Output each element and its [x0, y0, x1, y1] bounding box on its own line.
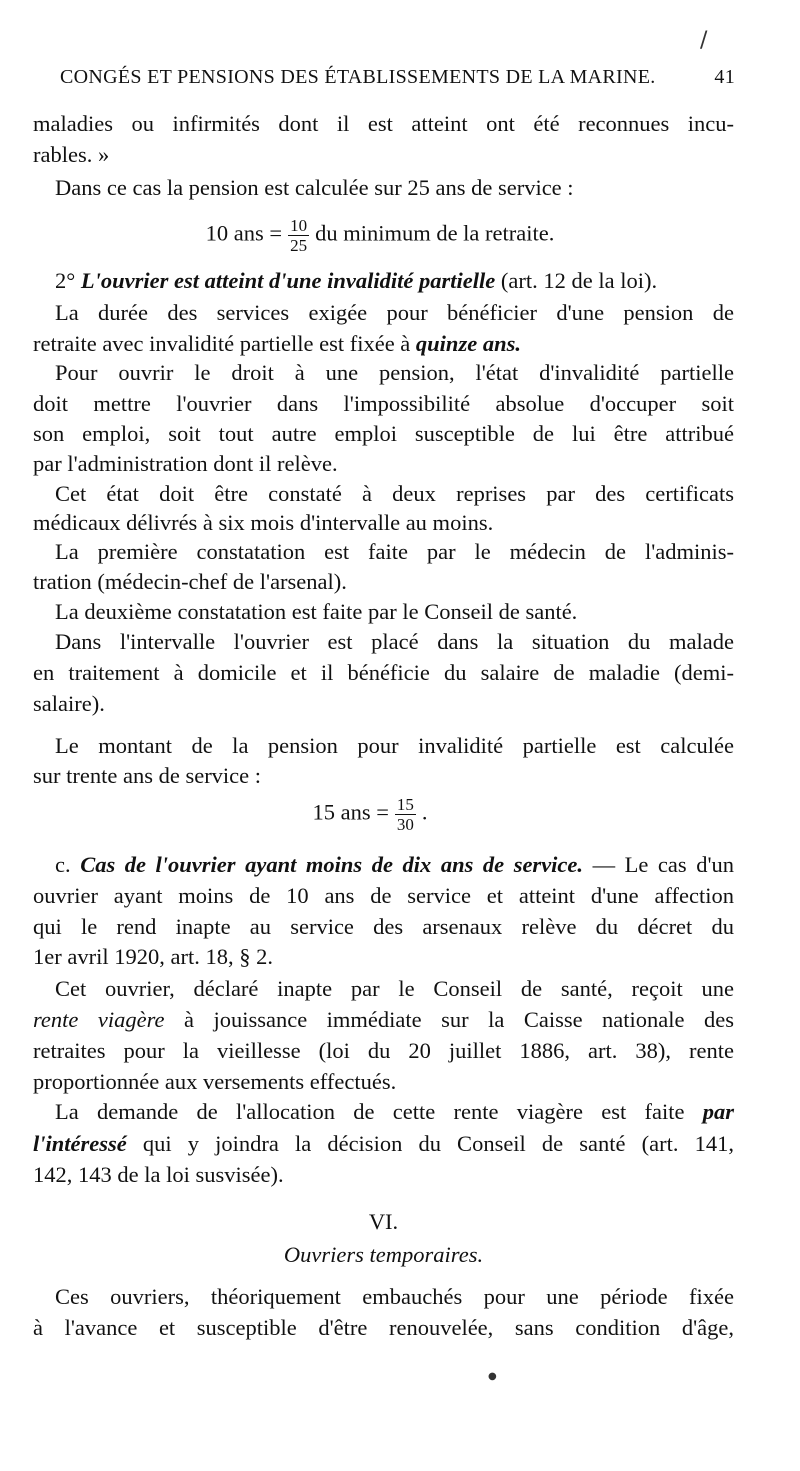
- text-fragment: La demande de l'allocation de cette rente viagère est faite: [55, 1099, 685, 1124]
- fraction: [288, 217, 309, 254]
- formula-left: 10 ans =: [205, 220, 283, 246]
- text-line: sur trente ans de service :: [33, 763, 262, 788]
- text-line: Pour ouvrir le droit à une pension, l'état d'invalidité partielle: [55, 360, 734, 385]
- text-line: Dans ce cas la pension est calculée sur 25 ans de service :: [55, 175, 574, 200]
- text-line: rables. »: [33, 142, 110, 167]
- formula-right: du minimum de la retraite.: [315, 220, 555, 246]
- text-fragment: retraite avec invalidité partielle est fixée à: [33, 331, 411, 356]
- text-line: La première constatation est faite par le médecin de l'adminis-: [55, 539, 734, 564]
- text-line: maladies ou infirmités dont il est atteint ont été reconnues incu-: [33, 111, 734, 136]
- text-line: salaire).: [33, 691, 105, 716]
- text-line: son emploi, soit tout autre emploi susceptible de lui être attribué: [33, 421, 734, 446]
- italic-heading: Cas de l'ouvrier ayant moins de dix ans de service.: [80, 852, 584, 877]
- item-letter: c.: [55, 852, 71, 877]
- text-line: par l'administration dont il relève.: [33, 451, 338, 476]
- italic-text: l'intéressé: [33, 1131, 127, 1156]
- text-line: doit mettre l'ouvrier dans l'impossibilité absolue d'occuper soit: [33, 391, 734, 416]
- text-line: Dans l'intervalle l'ouvrier est placé dans la situation du malade: [55, 629, 734, 654]
- text-line: retraites pour la vieillesse (loi du 20 juillet 1886, art. 38), rente: [33, 1038, 734, 1063]
- fraction-denominator: 25: [290, 236, 308, 255]
- text-line: La deuxième constatation est faite par le Conseil de santé.: [55, 599, 578, 624]
- text-line: [33, 329, 734, 360]
- formula-right: .: [421, 799, 428, 825]
- text-line: [33, 266, 734, 297]
- text-line: ouvrier ayant moins de 10 ans de service et atteint d'une affection: [33, 883, 734, 908]
- italic-text: quinze ans.: [415, 331, 521, 356]
- text-line: en traitement à domicile et il bénéficie du salaire de maladie (demi-: [33, 660, 734, 685]
- section-title: [33, 1240, 734, 1271]
- margin-mark: /: [700, 28, 708, 53]
- text-fragment: qui y joindra la décision du Conseil de santé (art. 141,: [142, 1131, 734, 1156]
- text-line: [33, 850, 734, 881]
- formula-line: [80, 217, 680, 254]
- text-fragment: à jouissance immédiate sur la Caisse nationale des: [184, 1007, 734, 1032]
- text-line: [33, 1097, 734, 1128]
- fraction-numerator: 15: [396, 795, 414, 814]
- italic-text: par: [702, 1099, 735, 1124]
- formula-line: [200, 796, 540, 833]
- formula-left: 15 ans =: [312, 799, 389, 825]
- fraction-numerator: 10: [290, 216, 308, 235]
- text-line: à l'avance et susceptible d'être renouvelée, sans condition d'âge,: [33, 1315, 734, 1340]
- text-line: [33, 1129, 734, 1160]
- fraction-denominator: 30: [396, 815, 414, 834]
- text-fragment: — Le cas d'un: [592, 852, 735, 877]
- fraction: [395, 796, 416, 833]
- italic-heading: L'ouvrier est atteint d'une invalidité partielle: [80, 268, 496, 293]
- text-line: médicaux délivrés à six mois d'intervalle au moins.: [33, 510, 494, 535]
- section-title-text: Ouvriers temporaires.: [283, 1242, 484, 1267]
- text-line: Le montant de la pension pour invalidité partielle est calculée: [55, 733, 734, 758]
- italic-text: rente viagère: [33, 1007, 165, 1032]
- text-line: [33, 1005, 734, 1036]
- running-header: [60, 66, 735, 89]
- text-line: 1er avril 1920, art. 18, § 2.: [33, 944, 273, 969]
- page-number: 41: [714, 66, 735, 88]
- text-line: 142, 143 de la loi susvisée).: [33, 1162, 284, 1187]
- text-line: Cet état doit être constaté à deux reprises par des certificats: [55, 481, 734, 506]
- text-fragment: (art. 12 de la loi).: [500, 268, 658, 293]
- section-number: VI.: [368, 1209, 399, 1234]
- item-number: 2°: [55, 268, 76, 293]
- header-title: CONGÉS ET PENSIONS DES ÉTABLISSEMENTS DE LA MARINE.: [60, 66, 656, 88]
- text-line: La durée des services exigée pour bénéficier d'une pension de: [55, 300, 734, 325]
- text-line: proportionnée aux versements effectués.: [33, 1069, 397, 1094]
- text-line: Cet ouvrier, déclaré inapte par le Conseil de santé, reçoit une: [55, 976, 734, 1001]
- text-line: Ces ouvriers, théoriquement embauchés pour une période fixée: [55, 1284, 734, 1309]
- text-line: qui le rend inapte au service des arsenaux relève du décret du: [33, 914, 734, 939]
- text-line: tration (médecin-chef de l'arsenal).: [33, 569, 347, 594]
- speck-mark: ●: [488, 1371, 497, 1382]
